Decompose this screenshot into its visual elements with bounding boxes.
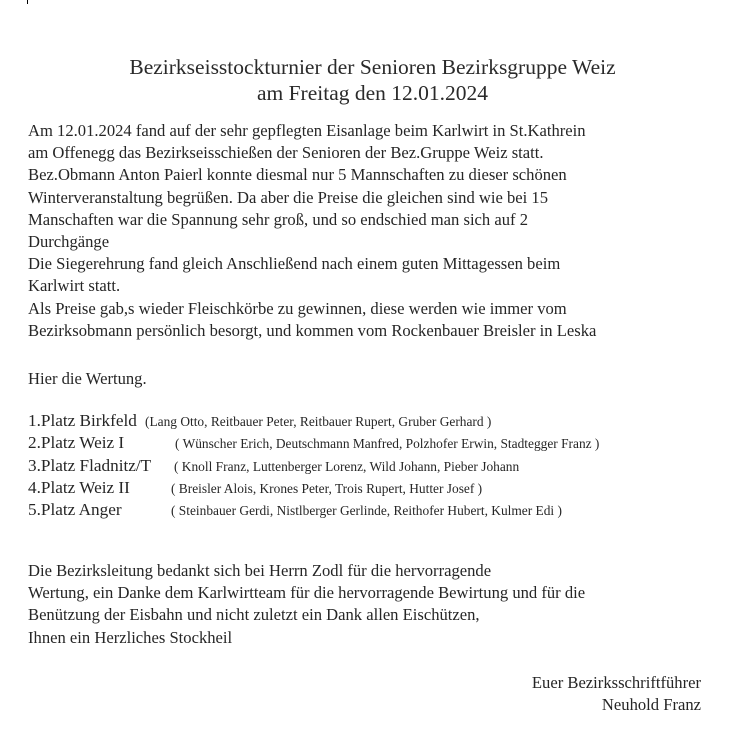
result-members: ( Breisler Alois, Krones Peter, Trois Rupert, Hutter Josef ) — [171, 480, 483, 496]
wertung-heading-text: Hier die Wertung. — [28, 369, 147, 388]
signature-block — [532, 672, 701, 716]
thanks-line: Die Bezirksleitung bedankt sich bei Herrn Zodl für die hervorragende — [28, 561, 492, 580]
intro-line: Manschaften war die Spannung sehr groß, und so endschied man sich auf 2 — [28, 209, 528, 229]
intro-line: Durchgänge — [28, 232, 110, 252]
result-place: 3.Platz Fladnitz/T — [28, 455, 152, 475]
title-line-2: am Freitag den 12.01.2024 — [256, 81, 489, 105]
intro-line: Die Siegerehrung fand gleich Anschließend nach einem guten Mittagessen beim — [28, 254, 561, 274]
intro-line: Karlwirt statt. — [28, 276, 121, 296]
result-members: ( Wünscher Erich, Deutschmann Manfred, Polzhofer Erwin, Stadtegger Franz ) — [175, 436, 600, 452]
intro-line: am Offenegg das Bezirkseisschießen der Senioren der Bez.Gruppe Weiz statt. — [28, 143, 544, 163]
result-row — [28, 455, 728, 477]
text-cursor-mark — [27, 0, 28, 4]
thanks-line: Benützung der Eisbahn und nicht zuletzt ein Dank allen Eischützen, — [28, 605, 480, 625]
result-place: 1.Platz Birkfeld — [28, 411, 137, 430]
intro-line: Am 12.01.2024 fand auf der sehr gepflegten Eisanlage beim Karlwirt in St.Kathrein — [28, 121, 586, 140]
intro-line: Als Preise gab,s wieder Fleischkörbe zu gewinnen, diese werden wie immer vom — [28, 298, 567, 318]
result-row — [28, 499, 728, 521]
result-row — [28, 410, 728, 432]
intro-paragraph — [28, 120, 728, 342]
result-members: ( Knoll Franz, Luttenberger Lorenz, Wild Johann, Pieber Johann — [174, 458, 520, 474]
title-line-1: Bezirkseisstockturnier der Senioren Bezirksgruppe Weiz — [129, 55, 616, 79]
result-row — [28, 432, 728, 454]
result-row — [28, 477, 728, 499]
thanks-line: Wertung, ein Danke dem Karlwirtteam für die hervorragende Bewirtung und für die — [28, 583, 586, 603]
thanks-line: Ihnen ein Herzliches Stockheil — [28, 627, 233, 647]
signature-title: Euer Bezirksschriftführer — [531, 673, 701, 692]
thanks-paragraph — [28, 560, 728, 649]
intro-line: Winterveranstaltung begrüßen. Da aber die Preise die gleichen sind wie bei 15 — [28, 187, 549, 207]
intro-line: Bez.Obmann Anton Paierl konnte diesmal nur 5 Mannschaften zu dieser schönen — [28, 165, 567, 185]
result-members: (Lang Otto, Reitbauer Peter, Reitbauer Rupert, Gruber Gerhard ) — [145, 414, 492, 429]
signature-name: Neuhold Franz — [601, 695, 701, 714]
document-title — [0, 54, 745, 106]
result-place: 4.Platz Weiz II — [28, 477, 130, 497]
intro-line: Bezirksobmann persönlich besorgt, und kommen vom Rockenbauer Breisler in Leska — [28, 320, 597, 340]
result-place: 5.Platz Anger — [28, 500, 122, 520]
wertung-heading — [28, 368, 728, 390]
results-list — [28, 410, 728, 521]
result-members: ( Steinbauer Gerdi, Nistlberger Gerlinde, Reithofer Hubert, Kulmer Edi ) — [171, 503, 562, 519]
result-place: 2.Platz Weiz I — [28, 433, 125, 453]
